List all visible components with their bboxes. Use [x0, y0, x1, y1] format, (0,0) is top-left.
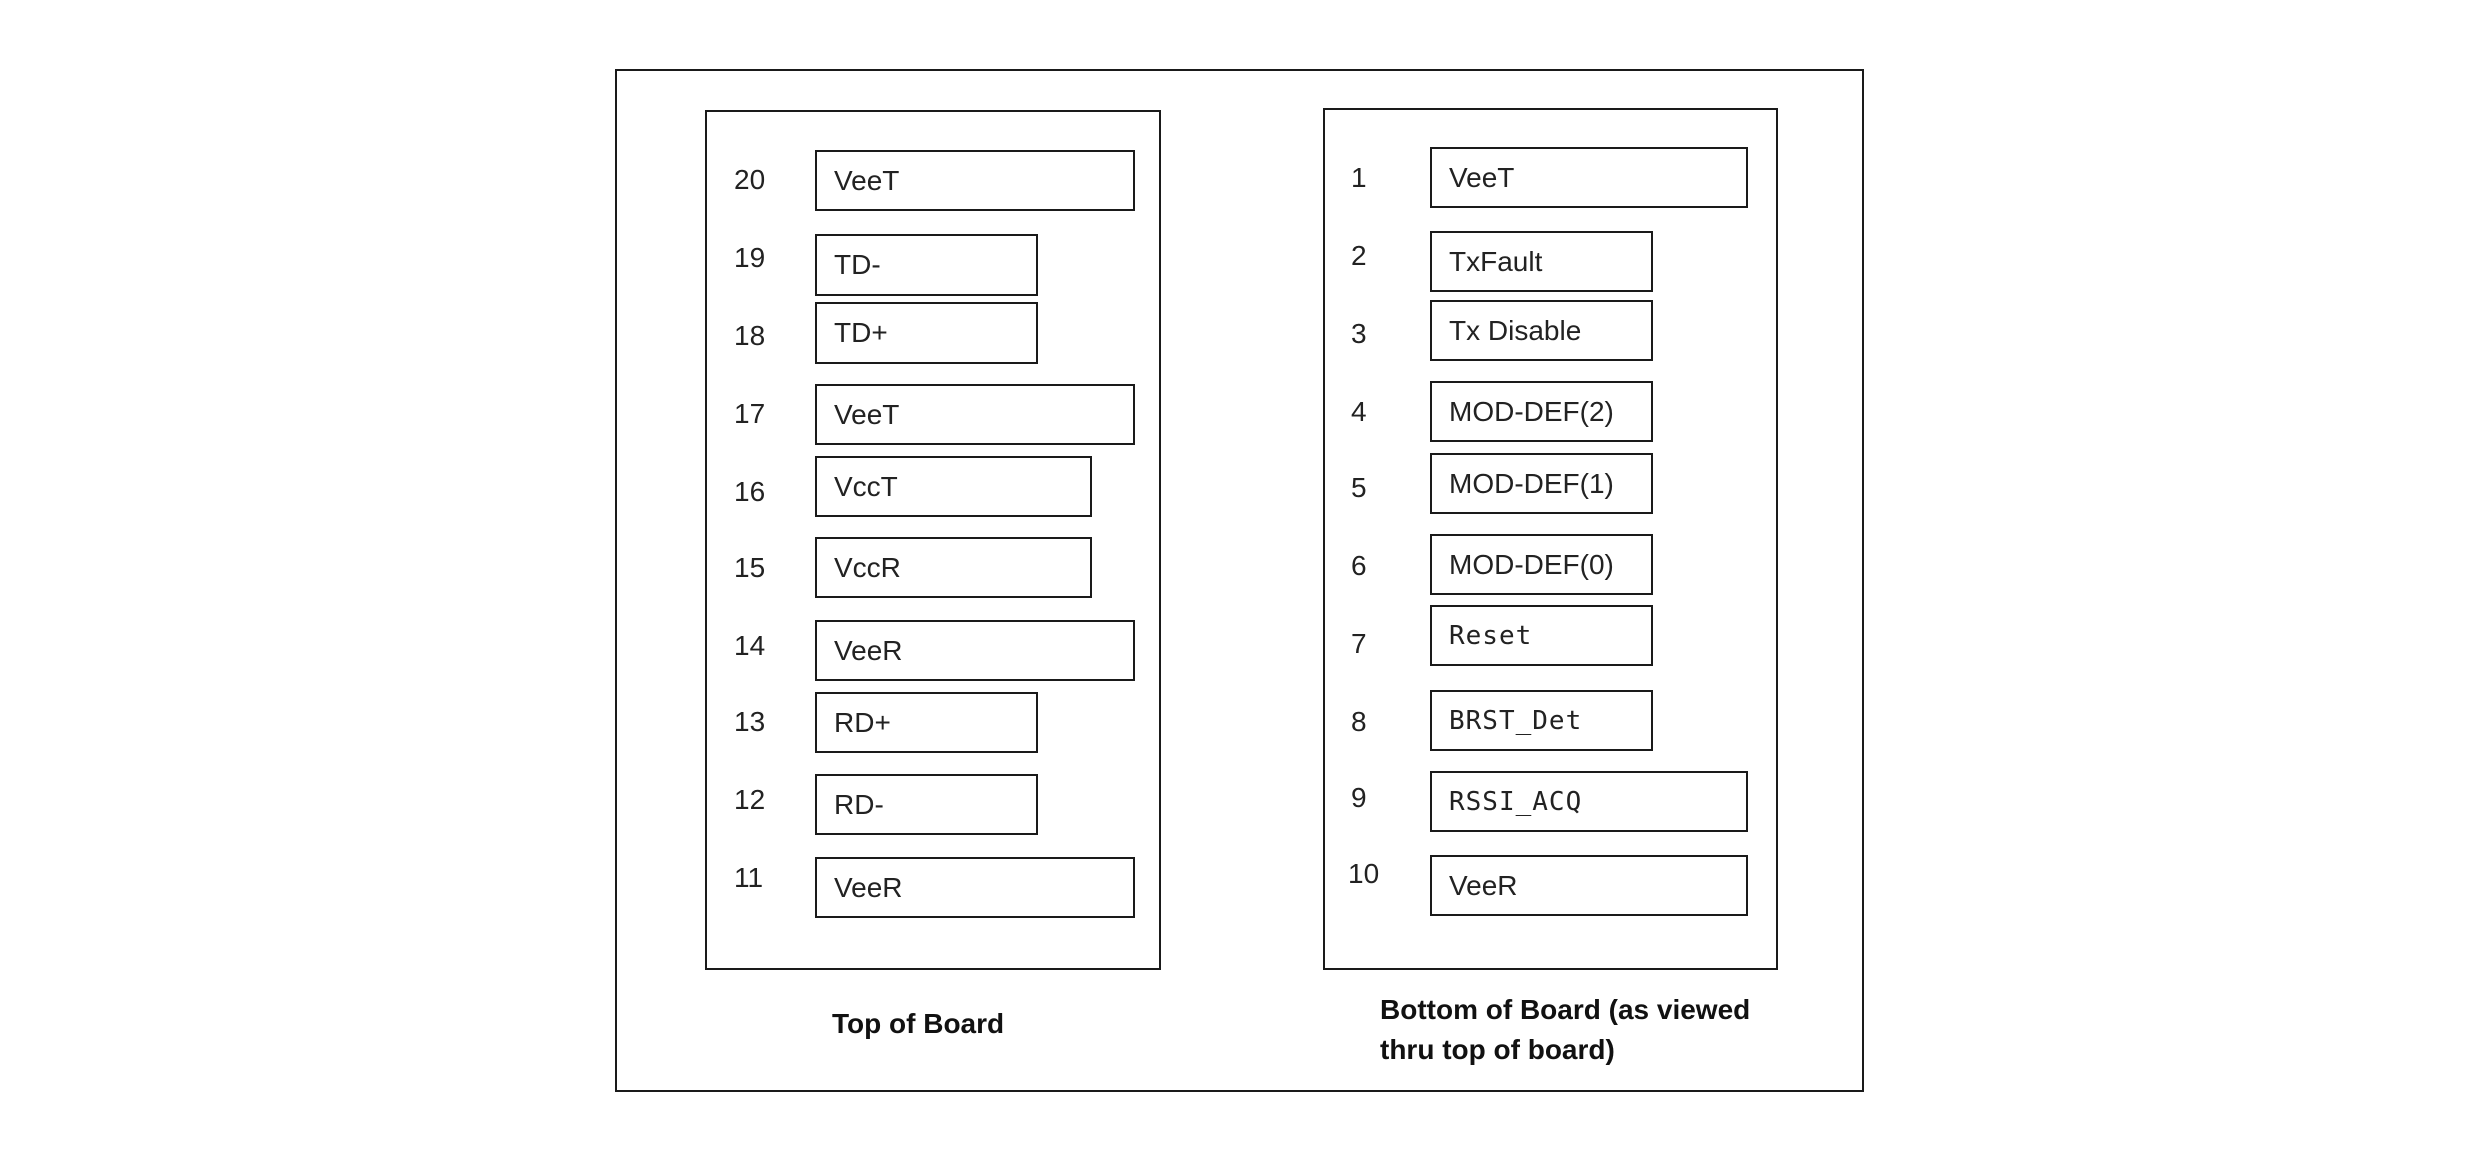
- pin-number-8: 8: [1351, 706, 1367, 737]
- pin-number-13: 13: [734, 706, 766, 737]
- pin-label-1: VeeT: [1430, 147, 1748, 208]
- pin-number-4: 4: [1351, 396, 1367, 427]
- pin-number-14: 14: [734, 630, 766, 661]
- pin-label-8: BRST_Det: [1430, 690, 1653, 751]
- pin-number-1: 1: [1351, 162, 1367, 193]
- pin-number-3: 3: [1351, 318, 1367, 349]
- pin-label-12: RD-: [815, 774, 1038, 835]
- pin-label-16: VccT: [815, 456, 1092, 517]
- pin-number-12: 12: [734, 784, 766, 815]
- top-board-caption: Top of Board: [832, 1008, 1005, 1039]
- pin-number-18: 18: [734, 320, 766, 351]
- pin-label-17: VeeT: [815, 384, 1135, 445]
- pin-number-17: 17: [734, 398, 766, 429]
- pin-label-18: TD+: [815, 302, 1038, 364]
- pin-label-5: MOD-DEF(1): [1430, 453, 1653, 514]
- pin-label-7: Reset: [1430, 605, 1653, 666]
- pin-number-15: 15: [734, 552, 766, 583]
- pin-label-19: TD-: [815, 234, 1038, 296]
- bottom-board-caption-line-2: thru top of board): [1380, 1034, 1615, 1065]
- pin-number-11: 11: [734, 862, 764, 893]
- pin-label-14: VeeR: [815, 620, 1135, 681]
- pin-label-2: TxFault: [1430, 231, 1653, 292]
- pin-number-7: 7: [1351, 628, 1367, 659]
- pin-number-19: 19: [734, 242, 766, 273]
- pin-label-4: MOD-DEF(2): [1430, 381, 1653, 442]
- pin-number-6: 6: [1351, 550, 1367, 581]
- bottom-board-caption: [1380, 990, 1760, 1070]
- pin-label-10: VeeR: [1430, 855, 1748, 916]
- pin-number-10: 10: [1348, 858, 1380, 889]
- pin-number-16: 16: [734, 476, 766, 507]
- pin-number-9: 9: [1351, 782, 1367, 813]
- pin-label-20: VeeT: [815, 150, 1135, 211]
- pin-label-6: MOD-DEF(0): [1430, 534, 1653, 595]
- bottom-board-caption-line-1: Bottom of Board (as viewed: [1380, 994, 1751, 1025]
- pin-number-20: 20: [734, 164, 766, 195]
- pin-label-3: Tx Disable: [1430, 300, 1653, 361]
- pin-label-15: VccR: [815, 537, 1092, 598]
- pin-label-11: VeeR: [815, 857, 1135, 918]
- pin-label-13: RD+: [815, 692, 1038, 753]
- pin-number-2: 2: [1351, 240, 1367, 271]
- pin-number-5: 5: [1351, 472, 1367, 503]
- pin-label-9: RSSI_ACQ: [1430, 771, 1748, 832]
